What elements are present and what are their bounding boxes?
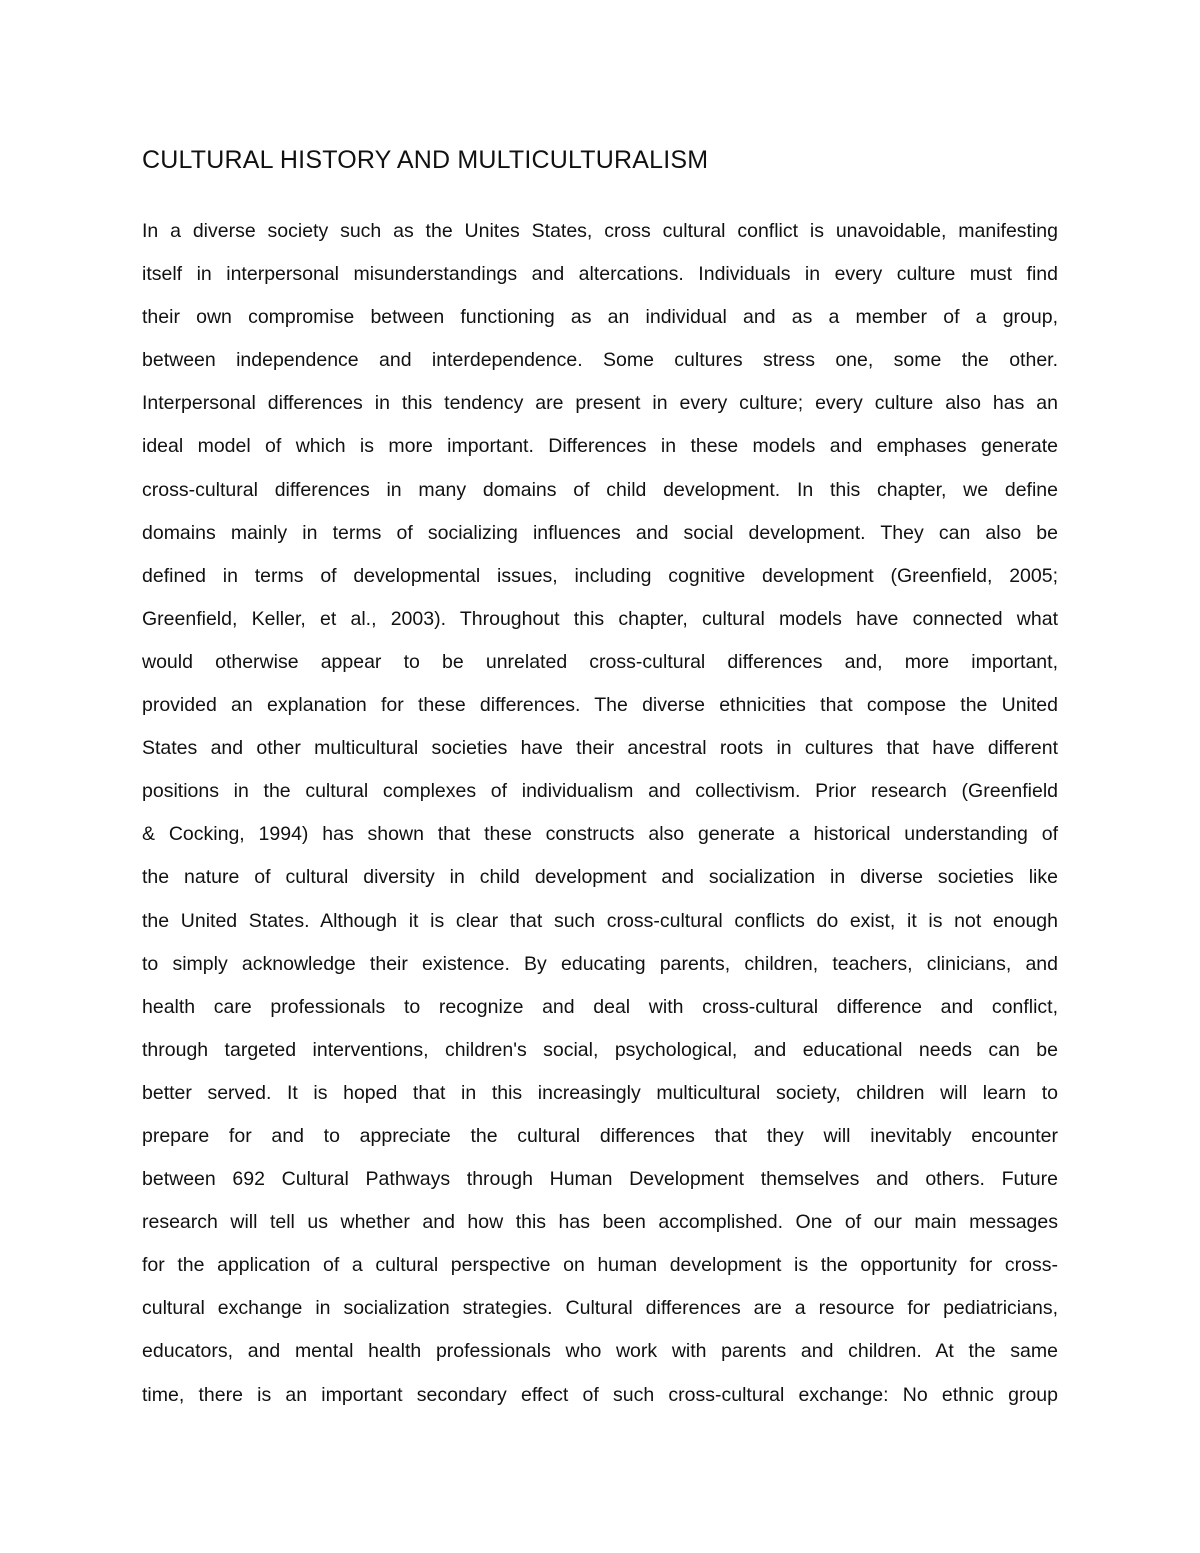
- text-line: the United States. Although it is clear that such cross-cultural conflicts do exist, it is not enough: [142, 909, 1058, 932]
- body-paragraph: [142, 210, 1058, 1417]
- text-line: itself in interpersonal misunderstandings and altercations. Individuals in every culture must find: [142, 263, 1058, 286]
- text-line: prepare for and to appreciate the cultural differences that they will inevitably encounter: [142, 1124, 1058, 1147]
- text-line: for the application of a cultural perspective on human development is the opportunity for cross-: [142, 1254, 1058, 1277]
- text-line: through targeted interventions, children's social, psychological, and educational needs can be: [142, 1038, 1058, 1061]
- text-line: positions in the cultural complexes of individualism and collectivism. Prior research (Greenfield: [142, 780, 1058, 803]
- text-line: between 692 Cultural Pathways through Human Development themselves and others. Future: [142, 1168, 1058, 1191]
- text-line: to simply acknowledge their existence. By educating parents, children, teachers, clinicians, and: [142, 952, 1058, 975]
- text-line: time, there is an important secondary effect of such cross-cultural exchange: No ethnic group: [142, 1383, 1058, 1406]
- text-line: research will tell us whether and how this has been accomplished. One of our main messages: [142, 1211, 1058, 1234]
- text-line: better served. It is hoped that in this increasingly multicultural society, children will learn to: [142, 1081, 1058, 1104]
- text-line: & Cocking, 1994) has shown that these constructs also generate a historical understanding of: [142, 823, 1058, 846]
- text-line: Interpersonal differences in this tendency are present in every culture; every culture also has an: [142, 392, 1058, 415]
- text-line: between independence and interdependence. Some cultures stress one, some the other.: [142, 349, 1058, 372]
- text-line: educators, and mental health professionals who work with parents and children. At the same: [142, 1340, 1058, 1363]
- text-line: defined in terms of developmental issues, including cognitive development (Greenfield, 2005;: [142, 564, 1058, 587]
- text-line: health care professionals to recognize and deal with cross-cultural difference and conflict,: [142, 995, 1058, 1018]
- text-line: In a diverse society such as the Unites States, cross cultural conflict is unavoidable, manifesting: [142, 220, 1058, 242]
- text-line: States and other multicultural societies have their ancestral roots in cultures that have different: [142, 737, 1058, 760]
- text-line: would otherwise appear to be unrelated cross-cultural differences and, more important,: [142, 650, 1058, 673]
- text-line: provided an explanation for these differences. The diverse ethnicities that compose the United: [142, 694, 1058, 717]
- text-line: the nature of cultural diversity in child development and socialization in diverse societies like: [142, 866, 1058, 889]
- text-line: domains mainly in terms of socializing influences and social development. They can also be: [142, 521, 1058, 544]
- text-line: Greenfield, Keller, et al., 2003). Throughout this chapter, cultural models have connected what: [142, 607, 1058, 630]
- text-line: cultural exchange in socialization strategies. Cultural differences are a resource for pediatricians,: [142, 1297, 1058, 1320]
- text-line: ideal model of which is more important. Differences in these models and emphases generate: [142, 435, 1058, 458]
- document-title: CULTURAL HISTORY AND MULTICULTURALISM: [142, 146, 709, 174]
- text-line: cross-cultural differences in many domains of child development. In this chapter, we define: [142, 478, 1058, 501]
- text-line: their own compromise between functioning as an individual and as a member of a group,: [142, 306, 1058, 329]
